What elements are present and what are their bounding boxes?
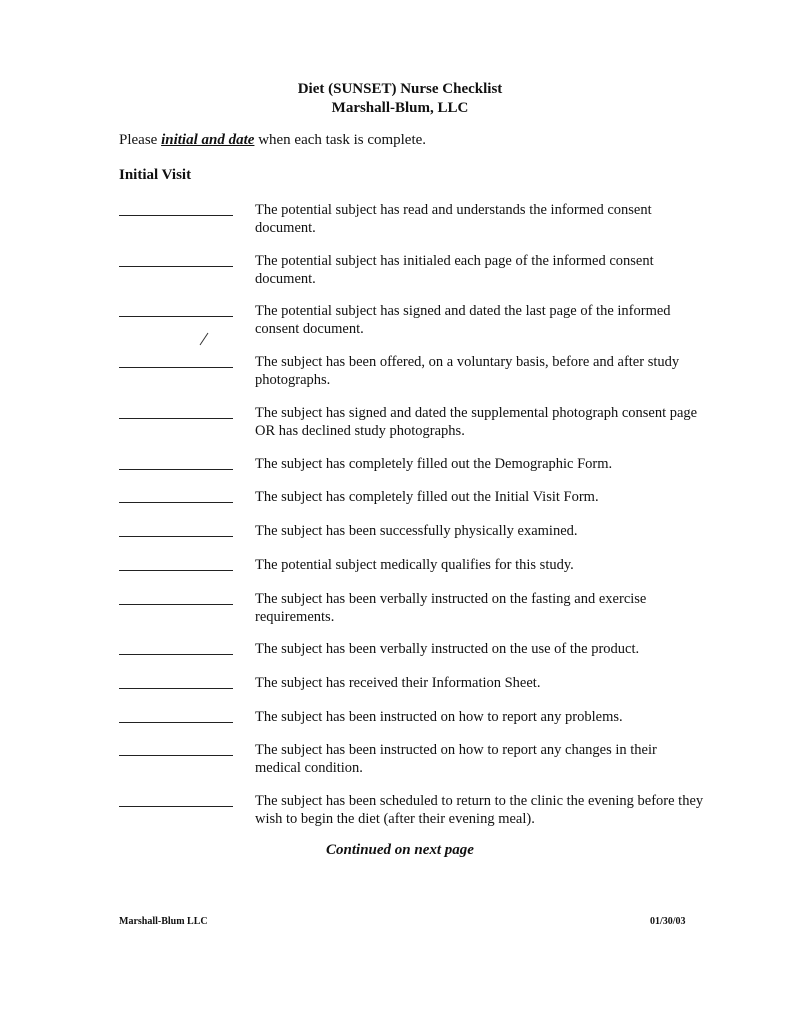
initial-date-blank[interactable] <box>119 469 233 470</box>
instructions-after: when each task is complete. <box>254 132 427 148</box>
task-text: The potential subject has read and understands the informed consent document. <box>255 202 652 236</box>
initial-date-blank[interactable] <box>119 418 233 419</box>
pen-mark <box>198 332 210 346</box>
task-text: The subject has been successfully physically examined. <box>255 523 578 539</box>
initial-date-blank[interactable] <box>119 536 233 537</box>
task-text: The subject has been scheduled to return to the clinic the evening before they wish to begin the diet (after their evening meal). <box>255 793 704 827</box>
instructions-emphasis: initial and date <box>161 132 255 148</box>
task-text: The potential subject has initialed each page of the informed consent document. <box>255 253 654 287</box>
instructions-before: Please <box>119 132 162 148</box>
footer-company: Marshall-Blum LLC <box>119 916 208 927</box>
initial-date-blank[interactable] <box>119 806 233 807</box>
task-text: The subject has signed and dated the supplemental photograph consent page OR has declined study photographs. <box>255 405 698 439</box>
task-text: The subject has been verbally instructed on the use of the product. <box>255 641 640 657</box>
initial-date-blank[interactable] <box>119 604 233 605</box>
task-text: The subject has received their Information Sheet. <box>255 675 541 691</box>
task-text: The subject has been verbally instructed on the fasting and exercise requirements. <box>255 591 647 625</box>
section-title: Initial Visit <box>119 167 192 183</box>
initial-date-blank[interactable] <box>119 722 233 723</box>
initial-date-blank[interactable] <box>119 502 233 503</box>
task-text: The subject has been instructed on how to report any problems. <box>255 709 623 725</box>
title-line-1: Diet (SUNSET) Nurse Checklist <box>297 81 503 97</box>
initial-date-blank[interactable] <box>119 570 233 571</box>
continued-note: Continued on next page <box>326 842 474 858</box>
initial-date-blank[interactable] <box>119 755 233 756</box>
task-text: The potential subject medically qualifies for this study. <box>255 557 574 573</box>
initial-date-blank[interactable] <box>119 215 233 216</box>
document-title <box>0 80 800 118</box>
initial-date-blank[interactable] <box>119 654 233 655</box>
footer-date: 01/30/03 <box>650 916 686 927</box>
initial-date-blank[interactable] <box>119 367 233 368</box>
task-text: The subject has been offered, on a voluntary basis, before and after study photographs. <box>255 354 680 388</box>
task-text: The potential subject has signed and dated the last page of the informed consent document. <box>255 303 671 337</box>
task-text: The subject has been instructed on how to report any changes in their medical condition. <box>255 742 657 776</box>
initial-date-blank[interactable] <box>119 688 233 689</box>
instructions <box>119 132 426 149</box>
title-line-2: Marshall-Blum, LLC <box>331 100 469 116</box>
initial-date-blank[interactable] <box>119 316 233 317</box>
task-text: The subject has completely filled out the Demographic Form. <box>255 456 613 472</box>
task-text: The subject has completely filled out the Initial Visit Form. <box>255 489 599 505</box>
initial-date-blank[interactable] <box>119 266 233 267</box>
